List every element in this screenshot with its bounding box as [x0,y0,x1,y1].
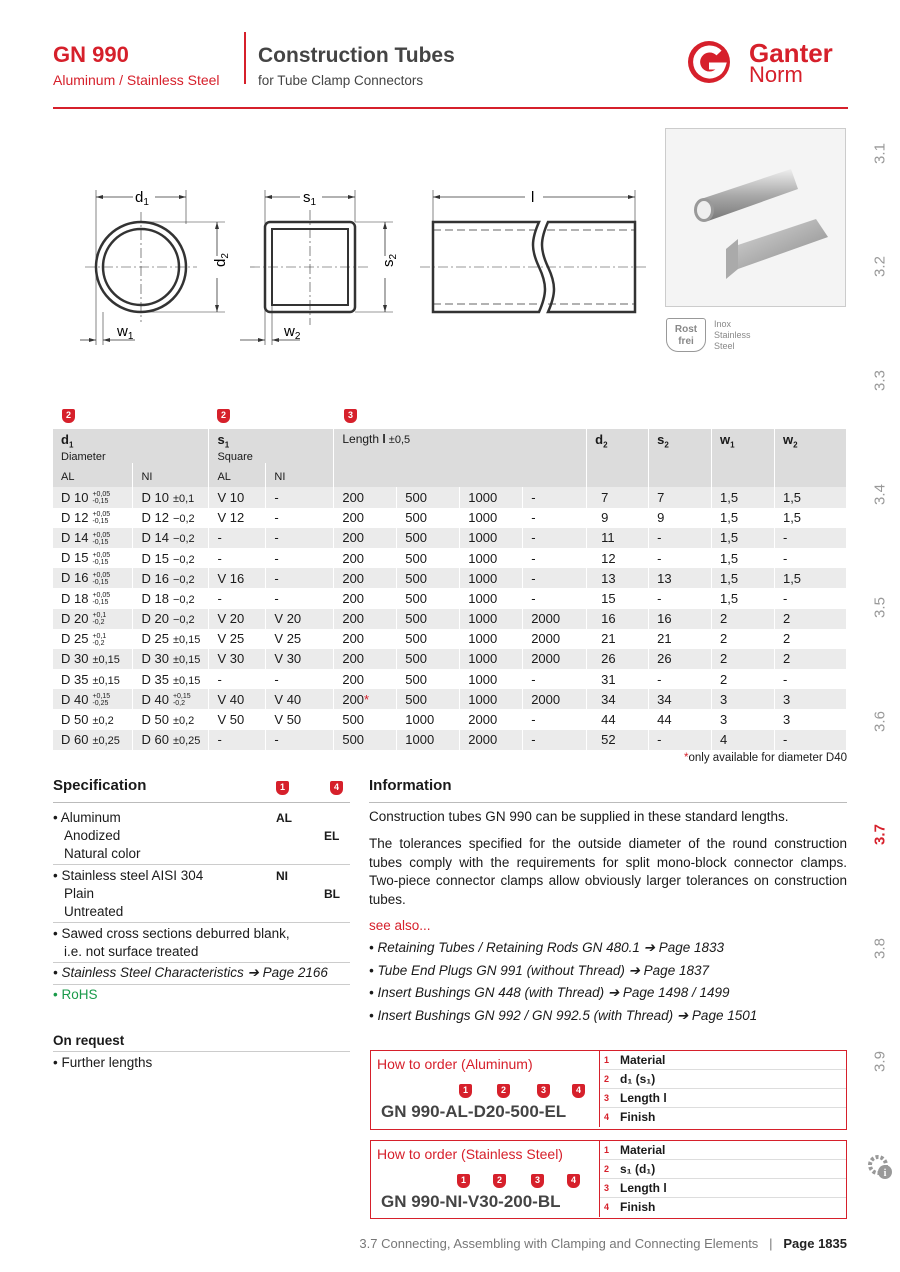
cell-ni-diameter: D 15 −0,2 [133,548,209,568]
link-tube-end-plugs[interactable]: • Tube End Plugs GN 991 (without Thread) ➔ Page 1837 [369,962,709,978]
page-subtitle: for Tube Clamp Connectors [258,73,424,88]
table-cell: - [523,568,587,588]
table-cell: - [266,669,334,689]
table-cell: 2000 [523,609,587,629]
side-tab-3-2[interactable]: 3.2 [871,256,889,277]
table-cell: 16 [587,609,649,629]
table-cell: - [523,709,587,729]
rostfrei-stamp: Rost frei [666,318,706,352]
table-cell: - [523,528,587,548]
dim-w1-label: $w_1$ [117,323,134,342]
table-cell: 500 [397,528,460,548]
table-cell: - [774,548,846,568]
table-cell: 500 [397,588,460,608]
header-divider [244,32,246,84]
table-cell: 13 [649,568,712,588]
cell-al-diameter: D 40 +0,15 -0,25 [53,689,133,709]
table-cell: 1,5 [712,588,775,608]
col-d2: $d_2$ [587,429,649,487]
table-row [53,689,847,709]
cell-al-diameter: D 10 +0,05 -0,15 [53,487,133,507]
dimensions-table [53,429,847,750]
link-insert-bushings-448[interactable]: • Insert Bushings GN 448 (with Thread) ➔ Page 1498 / 1499 [369,985,730,1000]
side-tab-3-5[interactable]: 3.5 [871,597,889,618]
table-row [53,669,847,689]
table-cell: V 50 [266,709,334,729]
table-cell: - [266,588,334,608]
table-cell: 1000 [460,568,523,588]
table-cell: - [209,528,266,548]
order-al-code: GN 990-AL-D20-500-EL [381,1102,567,1121]
spec-item-rohs: • RoHS [53,987,98,1002]
table-cell: 16 [649,609,712,629]
table-cell: - [266,487,334,507]
table-cell: 2000 [460,730,523,750]
table-row [53,487,847,507]
information-heading: Information [369,777,452,794]
table-cell: V 25 [209,629,266,649]
table-cell: 1000 [460,689,523,709]
table-cell: 200* [334,689,397,709]
order-ni-code: GN 990-NI-V30-200-BL [381,1192,561,1211]
specification-heading: Specification [53,777,147,794]
cell-ni-diameter: D 16 −0,2 [133,568,209,588]
table-cell: 1000 [460,629,523,649]
table-cell: - [523,548,587,568]
table-cell: 3 [712,689,775,709]
table-cell: 31 [587,669,649,689]
table-cell: - [649,548,712,568]
logo-text-ganter: Ganter [749,38,833,68]
cell-ni-diameter: D 30 ±0,15 [133,649,209,669]
table-cell: - [649,588,712,608]
side-tab-3-6[interactable]: 3.6 [871,711,889,732]
table-cell: 1000 [397,730,460,750]
table-cell: 2000 [523,649,587,669]
see-also-label: see also... [369,918,431,933]
badge-2-d1: 2 [62,409,75,423]
dim-l-label: l [531,189,535,206]
cell-al-diameter: D 14 +0,05 -0,15 [53,528,133,548]
cell-al-diameter: D 18 +0,05 -0,15 [53,588,133,608]
table-row [53,508,847,528]
table-cell: 4 [712,730,775,750]
table-cell: - [523,588,587,608]
cell-al-diameter: D 12 +0,05 -0,15 [53,508,133,528]
order-al-title: How to order (Aluminum) [377,1056,533,1072]
table-cell: - [209,548,266,568]
table-cell: 7 [587,487,649,507]
table-cell: 26 [649,649,712,669]
table-cell: 44 [649,709,712,729]
table-cell: V 40 [209,689,266,709]
table-cell: 9 [587,508,649,528]
cell-ni-diameter: D 60 ±0,25 [133,730,209,750]
table-cell: 500 [334,709,397,729]
table-cell: 1000 [460,649,523,669]
cell-al-diameter: D 25 +0,1 -0,2 [53,629,133,649]
table-cell: 2 [774,629,846,649]
table-cell: V 10 [209,487,266,507]
cell-ni-diameter: D 10 ±0,1 [133,487,209,507]
table-cell: 34 [649,689,712,709]
badge-2-s1: 2 [217,409,230,423]
table-cell: V 16 [209,568,266,588]
subcol-al-square: AL [209,463,266,487]
table-cell: V 12 [209,508,266,528]
table-cell: 3 [712,709,775,729]
table-cell: - [209,730,266,750]
table-cell: 2000 [523,689,587,709]
table-cell: 1000 [460,588,523,608]
table-row [53,548,847,568]
footer-section: 3.7 Connecting, Assembling with Clamping and Connecting Elements [359,1236,759,1251]
table-cell: 1,5 [774,508,846,528]
order-ni-title: How to order (Stainless Steel) [377,1146,563,1162]
table-cell: - [266,508,334,528]
table-cell: 1000 [460,548,523,568]
dim-s2-label: $s_2$ [380,253,399,267]
table-cell: 200 [334,508,397,528]
table-cell: - [774,588,846,608]
badge-4-spec: 4 [330,781,343,795]
spec-item-stainless: • Stainless steel AISI 304 Plain Untreated NI BL [53,868,340,919]
table-row [53,709,847,729]
product-material: Aluminum / Stainless Steel [53,72,220,88]
table-cell: 11 [587,528,649,548]
table-cell: 13 [587,568,649,588]
order-box-aluminum: How to order (Aluminum) 1 2 3 4 GN 990-AL-D20-500-EL 1 Material 2 d₁ (s₁) 3 Length l 4 Finish [370,1050,847,1130]
table-cell: - [266,568,334,588]
table-cell: 500 [334,730,397,750]
cell-ni-diameter: D 25 ±0,15 [133,629,209,649]
badge-1-spec: 1 [276,781,289,795]
table-cell: - [774,730,846,750]
table-cell: - [649,669,712,689]
table-cell: 2000 [460,709,523,729]
side-tab-3-8[interactable]: 3.8 [871,938,889,959]
table-cell: 52 [587,730,649,750]
table-cell: 500 [397,649,460,669]
table-cell: 21 [649,629,712,649]
side-tab-3-7[interactable]: 3.7 [871,824,889,845]
table-cell: 200 [334,568,397,588]
table-cell: 2 [712,649,775,669]
table-cell: 2 [712,609,775,629]
table-row [53,649,847,669]
table-cell: V 40 [266,689,334,709]
table-cell: 200 [334,588,397,608]
col-length: Length l ±0,5 [334,429,587,487]
table-cell: 1,5 [712,548,775,568]
table-cell: 1,5 [712,508,775,528]
table-cell: V 30 [266,649,334,669]
table-row [53,609,847,629]
side-tab-3-4[interactable]: 3.4 [871,484,889,505]
cell-al-diameter: D 15 +0,05 -0,15 [53,548,133,568]
table-cell: 1,5 [774,487,846,507]
cell-ni-diameter: D 14 −0,2 [133,528,209,548]
dim-d2-label: $d_2$ [212,253,231,267]
subcol-ni: NI [133,463,209,487]
page-title: Construction Tubes [258,44,455,67]
table-cell: 500 [397,508,460,528]
spec-link-stainless-characteristics[interactable]: • Stainless Steel Characteristics ➔ Page 2166 [53,965,328,980]
cell-al-diameter: D 60 ±0,25 [53,730,133,750]
table-cell: 1,5 [712,528,775,548]
table-cell: 200 [334,629,397,649]
table-cell: 15 [587,588,649,608]
table-cell: 12 [587,548,649,568]
table-cell: - [523,508,587,528]
cell-ni-diameter: D 18 −0,2 [133,588,209,608]
table-cell: - [523,487,587,507]
cell-ni-diameter: D 50 ±0,2 [133,709,209,729]
cell-ni-diameter: D 12 −0,2 [133,508,209,528]
link-insert-bushings-992[interactable]: • Insert Bushings GN 992 / GN 992.5 (with Thread) ➔ Page 1501 [369,1007,758,1023]
badge-3-length: 3 [344,409,357,423]
table-cell: 1,5 [712,568,775,588]
side-tab-3-1[interactable]: 3.1 [871,143,889,164]
ganter-logo-icon [685,38,743,91]
dim-d1-label: $d_1$ [135,189,149,208]
info-paragraph-2: The tolerances specified for the outside diameter of the round construction tubes comply with the requirements for split mono-block connector clamps. Two-piece connector clamps allow obviously larger tolerances on construction tubes. [369,836,847,907]
table-cell: 7 [649,487,712,507]
table-cell: - [774,528,846,548]
table-cell: 21 [587,629,649,649]
table-cell: 500 [397,609,460,629]
subcol-ni-square: NI [266,463,334,487]
table-cell: 200 [334,548,397,568]
cell-al-diameter: D 50 ±0,2 [53,709,133,729]
table-cell: 200 [334,487,397,507]
table-cell: 500 [397,487,460,507]
col-w2: $w_2$ [774,429,846,487]
cell-al-diameter: D 20 +0,1 -0,2 [53,609,133,629]
cell-ni-diameter: D 20 −0,2 [133,609,209,629]
table-cell: 500 [397,669,460,689]
table-cell: V 30 [209,649,266,669]
table-cell: 2 [712,629,775,649]
info-paragraph-1: Construction tubes GN 990 can be supplied in these standard lengths. [369,809,789,824]
cell-al-diameter: D 35 ±0,15 [53,669,133,689]
table-cell: 500 [397,548,460,568]
table-cell: - [209,669,266,689]
col-w1: $w_1$ [712,429,775,487]
on-request-heading: On request [53,1033,125,1048]
spec-item-sawed: • Sawed cross sections deburred blank, i.e. not surface treated [53,926,290,959]
table-cell: - [266,528,334,548]
table-cell: 200 [334,649,397,669]
table-cell: - [523,730,587,750]
page-number: Page 1835 [783,1236,847,1251]
table-row [53,528,847,548]
gear-info-icon[interactable] [866,1153,894,1186]
see-also-links [369,937,757,1027]
dim-s1-label: $s_1$ [303,189,317,208]
page-footer: 3.7 Connecting, Assembling with Clamping and Connecting Elements | Page 1835 [359,1236,847,1251]
table-cell: - [774,669,846,689]
table-cell: 34 [587,689,649,709]
table-row [53,588,847,608]
header-rule [53,107,848,109]
cell-ni-diameter: D 35 ±0,15 [133,669,209,689]
table-row [53,568,847,588]
table-cell: 1000 [460,487,523,507]
table-cell: V 25 [266,629,334,649]
table-row [53,730,847,750]
order-box-stainless: How to order (Stainless Steel) 1 2 3 4 GN 990-NI-V30-200-BL 1 Material 2 s₁ (d₁) 3 Length l 4 Finish [370,1140,847,1219]
svg-text:i: i [883,1168,887,1179]
table-cell: 2 [774,649,846,669]
table-cell: - [266,730,334,750]
table-cell: 1,5 [774,568,846,588]
table-cell: 200 [334,609,397,629]
table-cell: 1000 [460,528,523,548]
table-cell: 2 [712,669,775,689]
link-retaining-tubes[interactable]: • Retaining Tubes / Retaining Rods GN 480.1 ➔ Page 1833 [369,940,725,955]
table-cell: 1,5 [712,487,775,507]
table-cell: - [649,528,712,548]
table-cell: V 20 [209,609,266,629]
table-cell: V 50 [209,709,266,729]
table-cell: 500 [397,568,460,588]
cell-al-diameter: D 16 +0,05 -0,15 [53,568,133,588]
table-cell: 1000 [460,669,523,689]
dim-w2-label: $w_2$ [284,323,301,342]
col-s1: $s_1$ Square [209,429,334,463]
table-cell: 200 [334,528,397,548]
on-request-item: • Further lengths [53,1055,153,1070]
subcol-al: AL [53,463,133,487]
table-cell: - [649,730,712,750]
side-tab-3-9[interactable]: 3.9 [871,1051,889,1072]
table-cell: - [523,669,587,689]
inox-caption: Inox Stainless Steel [714,319,751,351]
table-cell: 3 [774,709,846,729]
table-cell: 200 [334,669,397,689]
table-cell: V 20 [266,609,334,629]
col-d1: $d_1$ Diameter [53,429,209,463]
table-cell: 2 [774,609,846,629]
side-tab-3-3[interactable]: 3.3 [871,370,889,391]
table-footnote: *only available for diameter D40 [683,752,847,764]
table-cell: 3 [774,689,846,709]
spec-item-aluminum: • Aluminum Anodized Natural color AL EL [53,810,340,861]
table-cell: - [209,588,266,608]
table-cell: 9 [649,508,712,528]
table-cell: - [266,548,334,568]
cell-al-diameter: D 30 ±0,15 [53,649,133,669]
table-cell: 2000 [523,629,587,649]
technical-drawing [55,180,655,355]
table-cell: 1000 [460,609,523,629]
table-cell: 44 [587,709,649,729]
product-photo [665,128,846,307]
table-cell: 500 [397,629,460,649]
col-s2: $s_2$ [649,429,712,487]
table-cell: 500 [397,689,460,709]
product-code: GN 990 [53,42,129,67]
table-cell: 1000 [397,709,460,729]
logo-text-norm: Norm [749,62,803,87]
cell-ni-diameter: D 40 +0,15 -0,2 [133,689,209,709]
table-row [53,629,847,649]
table-cell: 1000 [460,508,523,528]
table-cell: 26 [587,649,649,669]
